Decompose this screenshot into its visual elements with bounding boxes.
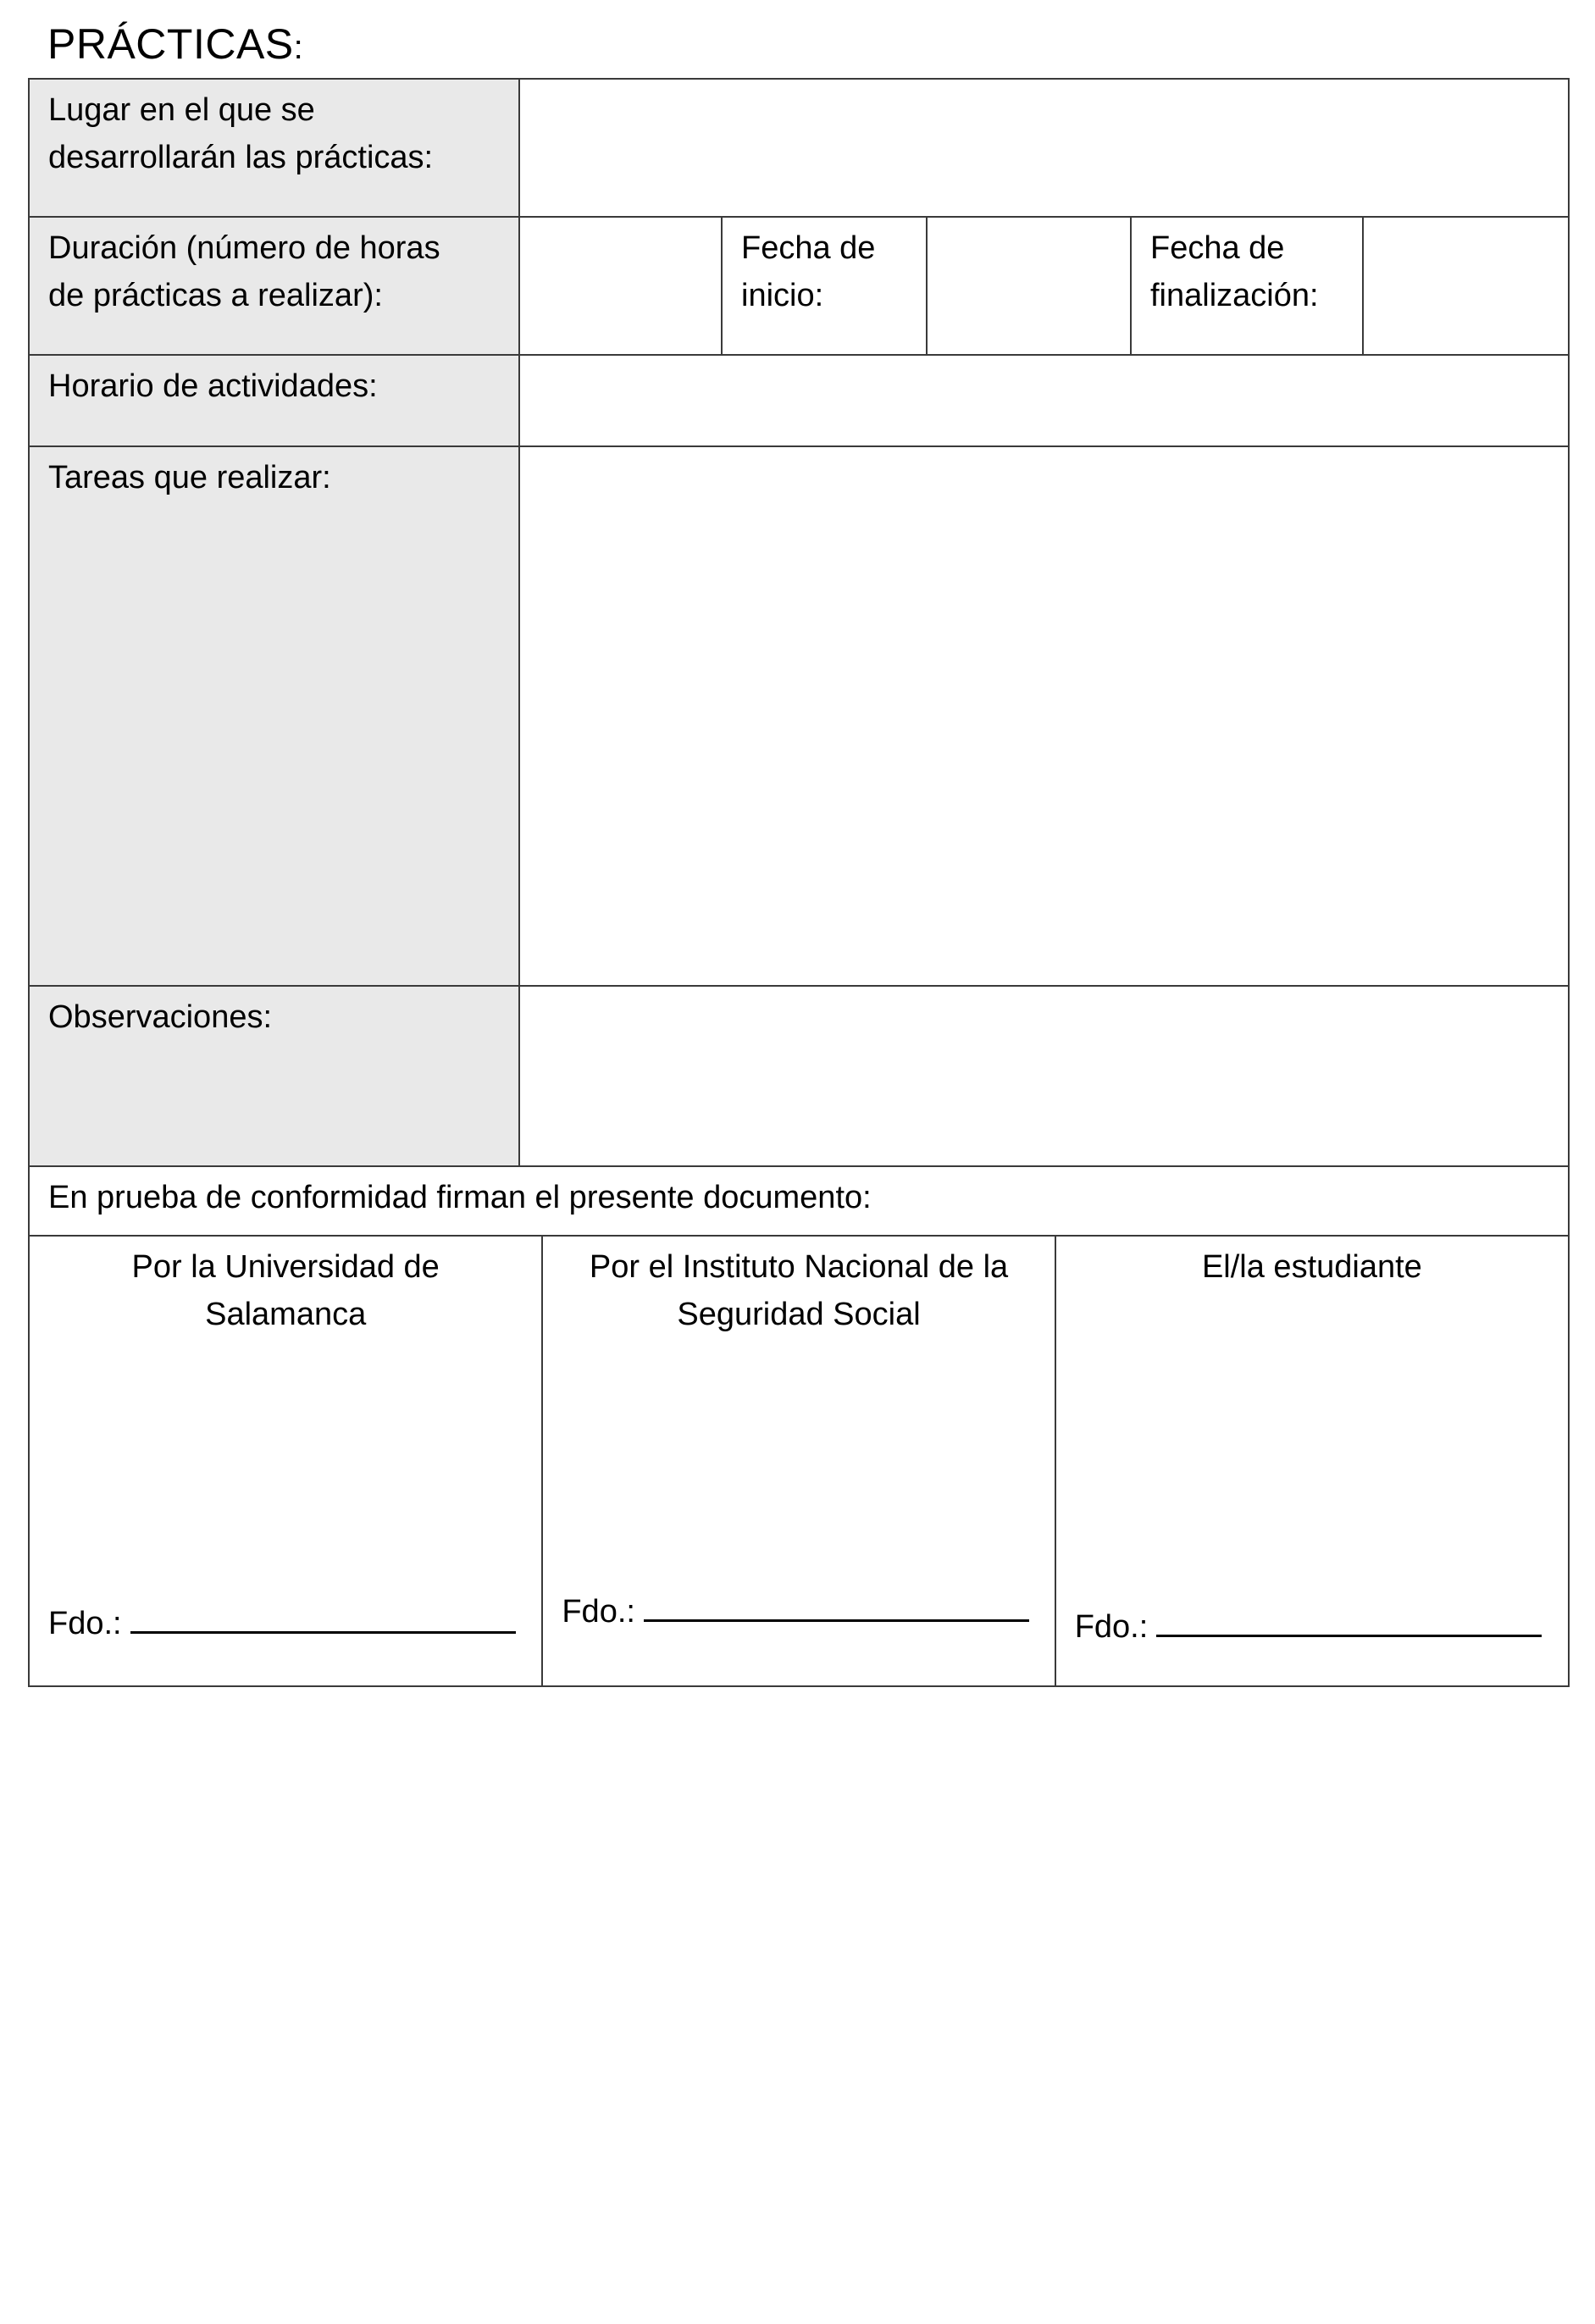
row-observaciones — [29, 986, 1569, 1166]
row-tareas — [29, 446, 1569, 986]
horario-field[interactable] — [519, 355, 1569, 446]
signature-block-inss — [542, 1237, 1055, 1685]
observaciones-label: Observaciones: — [29, 986, 519, 1166]
row-lugar — [29, 79, 1569, 217]
fecha-inicio-label-line2: inicio: — [741, 278, 824, 313]
duracion-label — [29, 217, 519, 355]
signature-heading-line1: Por el Instituto Nacional de la — [589, 1249, 1009, 1285]
lugar-label — [29, 79, 519, 217]
signature-rule — [1156, 1602, 1542, 1637]
tareas-label: Tareas que realizar: — [29, 446, 519, 986]
duracion-label-line2: de prácticas a realizar): — [48, 278, 383, 313]
lugar-field[interactable] — [519, 79, 1569, 217]
signature-block-universidad — [30, 1237, 542, 1685]
signatures-cell — [29, 1236, 1569, 1686]
signature-block-estudiante — [1055, 1237, 1568, 1685]
duracion-label-line1: Duración (número de horas — [48, 230, 440, 266]
row-horario — [29, 355, 1569, 446]
fdo-label: Fdo.: — [48, 1606, 122, 1641]
fecha-inicio-label-line1: Fecha de — [741, 230, 876, 266]
fecha-fin-label-line2: finalización: — [1150, 278, 1319, 313]
signature-heading-inss — [560, 1243, 1037, 1338]
page-title-text: PRÁCTICAS — [47, 20, 294, 68]
tareas-field[interactable] — [519, 446, 1569, 986]
row-duracion — [29, 217, 1569, 355]
signatures-table — [30, 1237, 1568, 1685]
signature-line-inss[interactable] — [562, 1587, 1029, 1635]
signature-rule — [644, 1587, 1029, 1622]
fecha-fin-field[interactable] — [1363, 217, 1569, 355]
fdo-label: Fdo.: — [1074, 1609, 1149, 1645]
signature-heading-estudiante — [1073, 1243, 1551, 1291]
signature-heading-line2: Salamanca — [205, 1297, 367, 1332]
signature-heading-line1: El/la estudiante — [1201, 1249, 1422, 1285]
fecha-fin-label-line1: Fecha de — [1150, 230, 1285, 266]
fecha-fin-label — [1131, 217, 1363, 355]
signature-rule — [130, 1599, 516, 1634]
duracion-field[interactable] — [519, 217, 722, 355]
page-title — [47, 19, 303, 73]
conformidad-text: En prueba de conformidad firman el presente documento: — [29, 1166, 1569, 1236]
fecha-inicio-label — [722, 217, 927, 355]
row-conformidad — [29, 1166, 1569, 1236]
signature-line-estudiante[interactable] — [1075, 1602, 1542, 1651]
practicas-form-table — [28, 78, 1570, 1687]
signature-heading-universidad — [47, 1243, 524, 1338]
horario-label: Horario de actividades: — [29, 355, 519, 446]
signature-heading-line2: Seguridad Social — [677, 1297, 921, 1332]
fecha-inicio-field[interactable] — [927, 217, 1131, 355]
observaciones-field[interactable] — [519, 986, 1569, 1166]
lugar-label-line1: Lugar en el que se — [48, 92, 315, 128]
fdo-label: Fdo.: — [562, 1594, 635, 1630]
row-signatures — [29, 1236, 1569, 1686]
signature-line-universidad[interactable] — [48, 1599, 516, 1647]
page-title-colon: : — [293, 29, 304, 66]
lugar-label-line2: desarrollarán las prácticas: — [48, 140, 434, 175]
signature-heading-line1: Por la Universidad de — [131, 1249, 440, 1285]
